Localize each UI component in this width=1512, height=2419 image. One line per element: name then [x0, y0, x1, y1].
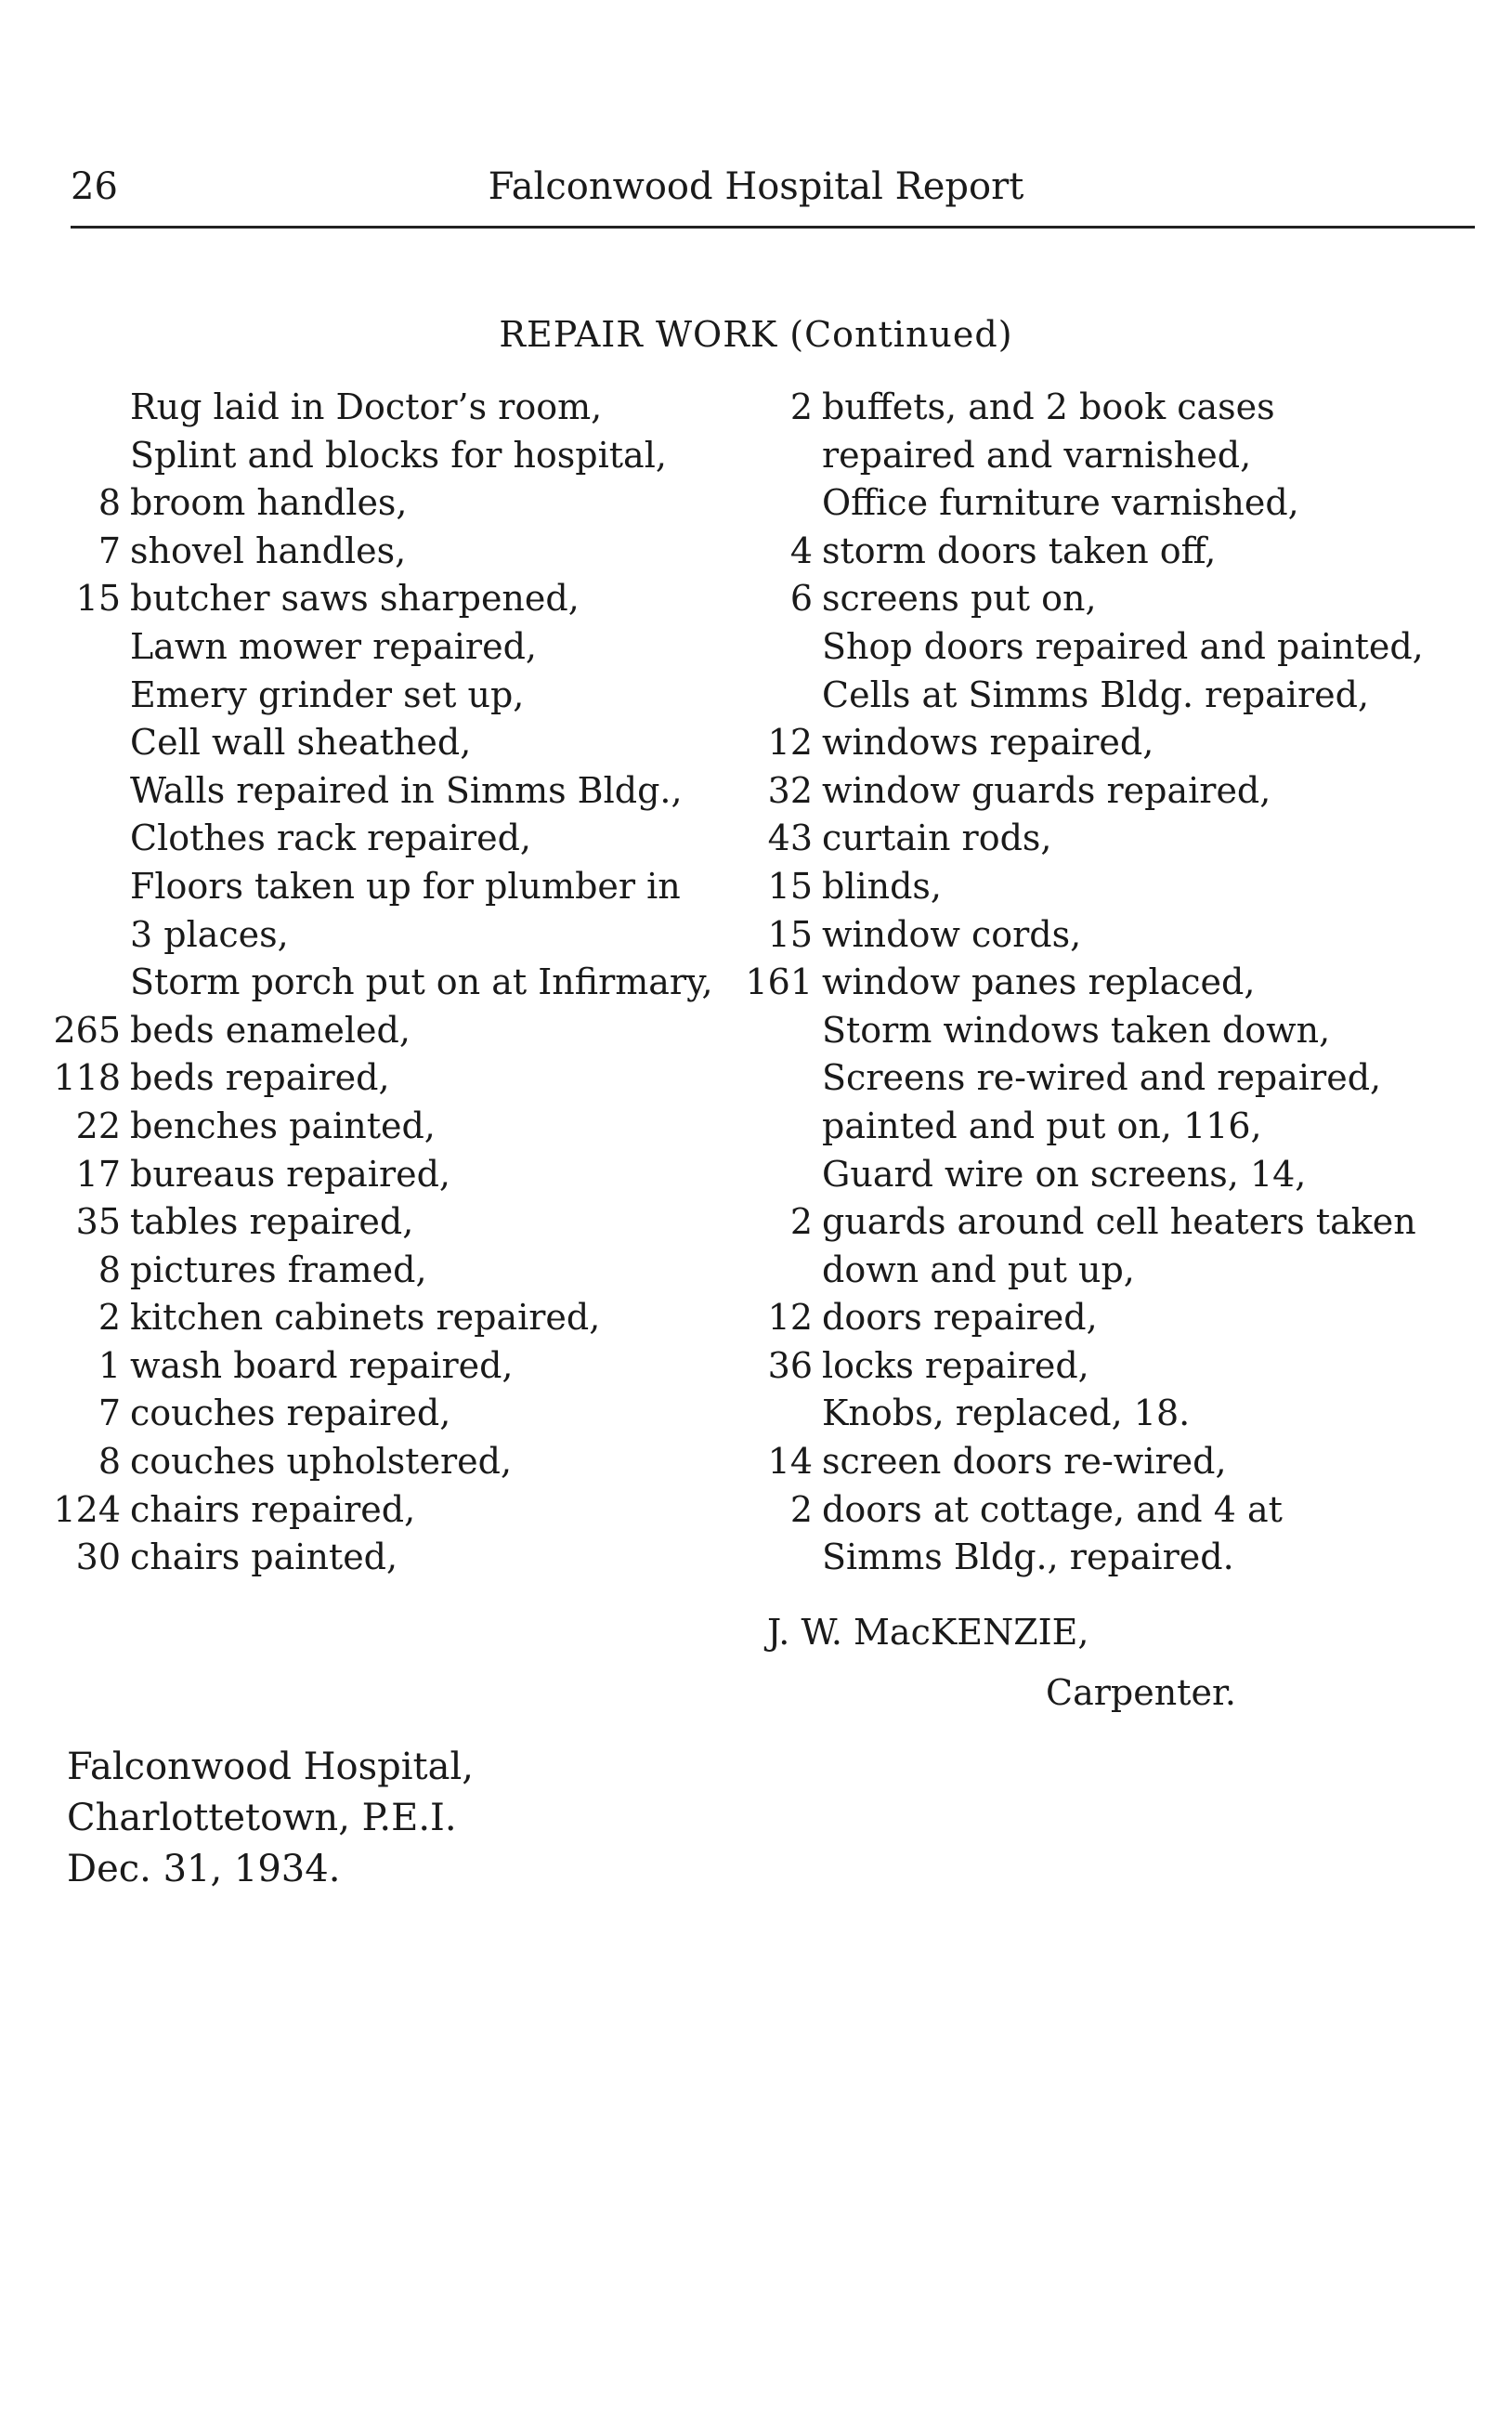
- list-item: [37, 528, 762, 576]
- list-item: [743, 575, 1486, 623]
- item-quantity: 2: [789, 1488, 813, 1530]
- item-description: couches repaired,: [130, 1393, 451, 1434]
- item-description: wash board repaired,: [130, 1344, 514, 1386]
- list-item: [743, 1198, 1486, 1247]
- list-item: [743, 623, 1486, 672]
- item-description: bureaus repaired,: [130, 1153, 451, 1195]
- item-quantity: [743, 1151, 822, 1199]
- item-quantity: 4: [789, 530, 813, 571]
- list-item: [743, 1247, 1486, 1295]
- right-column: [743, 384, 1486, 1582]
- list-item: [743, 1342, 1486, 1391]
- item-quantity: 1: [98, 1344, 121, 1386]
- list-item: [743, 1007, 1486, 1055]
- item-quantity: [743, 1054, 822, 1103]
- list-item: [743, 672, 1486, 720]
- item-quantity: 2: [789, 386, 813, 427]
- item-quantity: [37, 432, 130, 480]
- list-item: [743, 479, 1486, 528]
- list-item: [743, 1294, 1486, 1342]
- item-quantity: [37, 959, 130, 1007]
- item-description: Walls repaired in Simms Bldg.,: [130, 769, 683, 811]
- item-quantity: 35: [75, 1201, 121, 1243]
- list-item: [743, 719, 1486, 767]
- list-item: [37, 575, 762, 623]
- date-line: Dec. 31, 1934.: [67, 1848, 341, 1890]
- item-description: screens put on,: [822, 578, 1097, 620]
- item-description: screen doors re-wired,: [822, 1441, 1227, 1483]
- item-description: tables repaired,: [130, 1201, 414, 1243]
- list-item: [743, 815, 1486, 863]
- item-description: broom handles,: [130, 482, 408, 524]
- list-item: [743, 1486, 1486, 1535]
- item-description: window cords,: [822, 913, 1082, 955]
- item-quantity: 43: [767, 817, 813, 859]
- list-item: [37, 1103, 762, 1151]
- item-description: Splint and blocks for hospital,: [130, 434, 667, 476]
- item-quantity: [743, 1247, 822, 1295]
- list-item: [743, 1390, 1486, 1438]
- item-description: benches painted,: [130, 1105, 436, 1146]
- list-item: [37, 719, 762, 767]
- list-item: [37, 767, 762, 816]
- item-quantity: [37, 672, 130, 720]
- item-description: painted and put on, 116,: [822, 1105, 1262, 1146]
- item-quantity: 2: [789, 1201, 813, 1243]
- item-quantity: 2: [98, 1297, 121, 1339]
- item-quantity: [743, 672, 822, 720]
- list-item: [37, 1151, 762, 1199]
- item-quantity: [37, 719, 130, 767]
- item-description: doors repaired,: [822, 1297, 1098, 1339]
- list-item: [37, 1342, 762, 1391]
- list-item: [743, 1054, 1486, 1103]
- item-quantity: [743, 479, 822, 528]
- list-item: [743, 1534, 1486, 1582]
- item-description: repaired and varnished,: [822, 434, 1252, 476]
- item-quantity: [37, 384, 130, 432]
- item-quantity: [37, 863, 130, 911]
- item-quantity: 265: [53, 1009, 121, 1051]
- item-quantity: [743, 1534, 822, 1582]
- item-quantity: 7: [98, 1393, 121, 1434]
- list-item: [37, 863, 762, 911]
- item-quantity: 12: [767, 722, 813, 764]
- item-quantity: 22: [75, 1105, 121, 1146]
- item-quantity: [37, 815, 130, 863]
- item-description: Knobs, replaced, 18.: [822, 1393, 1191, 1434]
- item-description: Cell wall sheathed,: [130, 722, 472, 764]
- item-description: Lawn mower repaired,: [130, 625, 537, 667]
- list-item: [37, 1486, 762, 1535]
- item-description: 3 places,: [130, 913, 289, 955]
- item-description: pictures framed,: [130, 1249, 427, 1290]
- address-line: Falconwood Hospital,: [67, 1746, 474, 1788]
- list-item: [37, 1054, 762, 1103]
- list-item: [743, 1103, 1486, 1151]
- list-item: [37, 479, 762, 528]
- item-description: chairs painted,: [130, 1536, 398, 1578]
- list-item: [37, 911, 762, 960]
- item-description: windows repaired,: [822, 722, 1154, 764]
- list-item: [743, 384, 1486, 432]
- list-item: [743, 767, 1486, 816]
- item-description: Floors taken up for plumber in: [130, 865, 681, 907]
- item-description: storm doors taken off,: [822, 530, 1217, 571]
- item-quantity: [743, 1103, 822, 1151]
- item-quantity: 118: [53, 1057, 121, 1099]
- item-quantity: 15: [767, 913, 813, 955]
- list-item: [37, 1007, 762, 1055]
- list-item: [743, 528, 1486, 576]
- left-column: [37, 384, 762, 1582]
- list-item: [37, 1534, 762, 1582]
- list-item: [37, 1438, 762, 1486]
- item-quantity: 36: [767, 1344, 813, 1386]
- item-description: Screens re-wired and repaired,: [822, 1057, 1382, 1099]
- item-description: locks repaired,: [822, 1344, 1089, 1386]
- item-quantity: 15: [767, 865, 813, 907]
- list-item: [37, 959, 762, 1007]
- item-quantity: 14: [767, 1441, 813, 1483]
- item-quantity: 7: [98, 530, 121, 571]
- signature-name: J. W. MacKENZIE,: [767, 1612, 1089, 1653]
- item-quantity: [743, 1390, 822, 1438]
- item-description: doors at cottage, and 4 at: [822, 1488, 1283, 1530]
- page-number: 26: [71, 165, 118, 208]
- item-description: window guards repaired,: [822, 769, 1271, 811]
- item-description: curtain rods,: [822, 817, 1052, 859]
- item-quantity: [743, 1007, 822, 1055]
- item-quantity: 124: [53, 1488, 121, 1530]
- item-quantity: 8: [98, 1441, 121, 1483]
- item-description: chairs repaired,: [130, 1488, 416, 1530]
- signature-title: Carpenter.: [1046, 1672, 1237, 1713]
- item-description: Cells at Simms Bldg. repaired,: [822, 673, 1370, 715]
- address-block: [67, 1742, 474, 1895]
- item-description: Guard wire on screens, 14,: [822, 1153, 1307, 1195]
- item-description: kitchen cabinets repaired,: [130, 1297, 601, 1339]
- item-quantity: 15: [75, 578, 121, 620]
- list-item: [743, 959, 1486, 1007]
- item-description: beds enameled,: [130, 1009, 411, 1051]
- item-quantity: 8: [98, 482, 121, 524]
- item-description: window panes replaced,: [822, 961, 1256, 1003]
- item-description: beds repaired,: [130, 1057, 390, 1099]
- item-quantity: 12: [767, 1297, 813, 1339]
- list-item: [743, 1151, 1486, 1199]
- item-description: down and put up,: [822, 1249, 1135, 1290]
- item-quantity: 8: [98, 1249, 121, 1290]
- list-item: [37, 672, 762, 720]
- item-description: Office furniture varnished,: [822, 482, 1299, 524]
- item-description: Clothes rack repaired,: [130, 817, 531, 859]
- item-description: shovel handles,: [130, 530, 407, 571]
- item-description: buffets, and 2 book cases: [822, 386, 1275, 427]
- list-item: [37, 1390, 762, 1438]
- item-quantity: 32: [767, 769, 813, 811]
- item-description: guards around cell heaters taken: [822, 1201, 1416, 1243]
- list-item: [37, 384, 762, 432]
- item-quantity: 17: [75, 1153, 121, 1195]
- item-description: Storm porch put on at Infirmary,: [130, 961, 713, 1003]
- item-quantity: [743, 432, 822, 480]
- list-item: [37, 1247, 762, 1295]
- list-item: [37, 815, 762, 863]
- list-item: [37, 623, 762, 672]
- item-description: blinds,: [822, 865, 943, 907]
- item-quantity: 6: [789, 578, 813, 620]
- item-description: Simms Bldg., repaired.: [822, 1536, 1234, 1578]
- list-item: [37, 1198, 762, 1247]
- item-description: butcher saws sharpened,: [130, 578, 580, 620]
- item-description: Shop doors repaired and painted,: [822, 625, 1424, 667]
- item-description: Emery grinder set up,: [130, 673, 525, 715]
- item-quantity: 30: [75, 1536, 121, 1578]
- item-quantity: [37, 623, 130, 672]
- list-item: [743, 432, 1486, 480]
- list-item: [37, 432, 762, 480]
- item-quantity: [37, 767, 130, 816]
- item-quantity: [37, 911, 130, 960]
- header-rule: [71, 226, 1475, 229]
- item-description: Rug laid in Doctor’s room,: [130, 386, 603, 427]
- item-description: Storm windows taken down,: [822, 1009, 1331, 1051]
- list-item: [743, 911, 1486, 960]
- item-quantity: [743, 623, 822, 672]
- list-item: [743, 863, 1486, 911]
- address-line: Charlottetown, P.E.I.: [67, 1797, 457, 1839]
- list-item: [37, 1294, 762, 1342]
- section-title: REPAIR WORK (Continued): [499, 314, 1013, 355]
- item-description: couches upholstered,: [130, 1441, 513, 1483]
- item-quantity: 161: [745, 961, 813, 1003]
- list-item: [743, 1438, 1486, 1486]
- running-title: Falconwood Hospital Report: [488, 165, 1024, 208]
